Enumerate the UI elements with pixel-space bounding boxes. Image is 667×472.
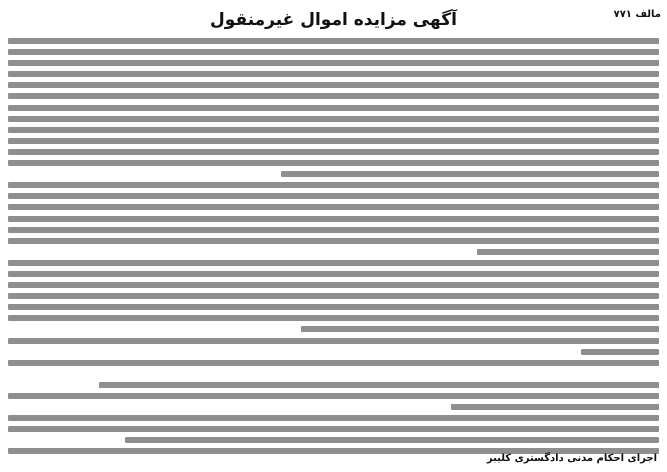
body-text-line (301, 326, 659, 332)
body-text-line (8, 93, 659, 99)
body-text-line (8, 116, 659, 122)
body-text-line (8, 82, 659, 88)
body-text-line (8, 71, 659, 77)
body-text-line (8, 216, 659, 222)
body-text-line (8, 304, 659, 310)
notice-body (8, 38, 659, 460)
body-text-line (8, 160, 659, 166)
body-text-line (8, 360, 659, 366)
body-text-line (125, 437, 659, 443)
body-text-line (477, 249, 659, 255)
body-text-line (8, 182, 659, 188)
body-text-line (8, 105, 659, 111)
body-text-line (8, 415, 659, 421)
body-text-line (8, 138, 659, 144)
body-text-line (8, 426, 659, 432)
body-text-line (8, 371, 659, 377)
body-text-line (8, 127, 659, 133)
body-text-line (8, 149, 659, 155)
body-text-line (451, 404, 659, 410)
body-text-line (8, 227, 659, 233)
body-text-line (281, 171, 659, 177)
body-text-line (8, 238, 659, 244)
body-text-line (581, 349, 659, 355)
notice-signature: اجرای احکام مدنی دادگستری کلیبر (486, 453, 657, 464)
body-text-line (8, 260, 659, 266)
body-text-line (8, 204, 659, 210)
body-text-line (8, 393, 659, 399)
body-text-line (8, 193, 659, 199)
body-text-line (8, 60, 659, 66)
notice-header (0, 8, 667, 32)
body-text-line (8, 338, 659, 344)
body-text-line (8, 315, 659, 321)
body-text-line (8, 38, 659, 44)
body-text-line (8, 282, 659, 288)
body-text-line (8, 293, 659, 299)
body-text-line (8, 271, 659, 277)
body-text-line (99, 382, 659, 388)
body-text-line (8, 49, 659, 55)
notice-title: آگهی مزایده اموال غیرمنقول (210, 10, 457, 30)
notice-number: مالف ۷۷۱ (613, 9, 661, 20)
